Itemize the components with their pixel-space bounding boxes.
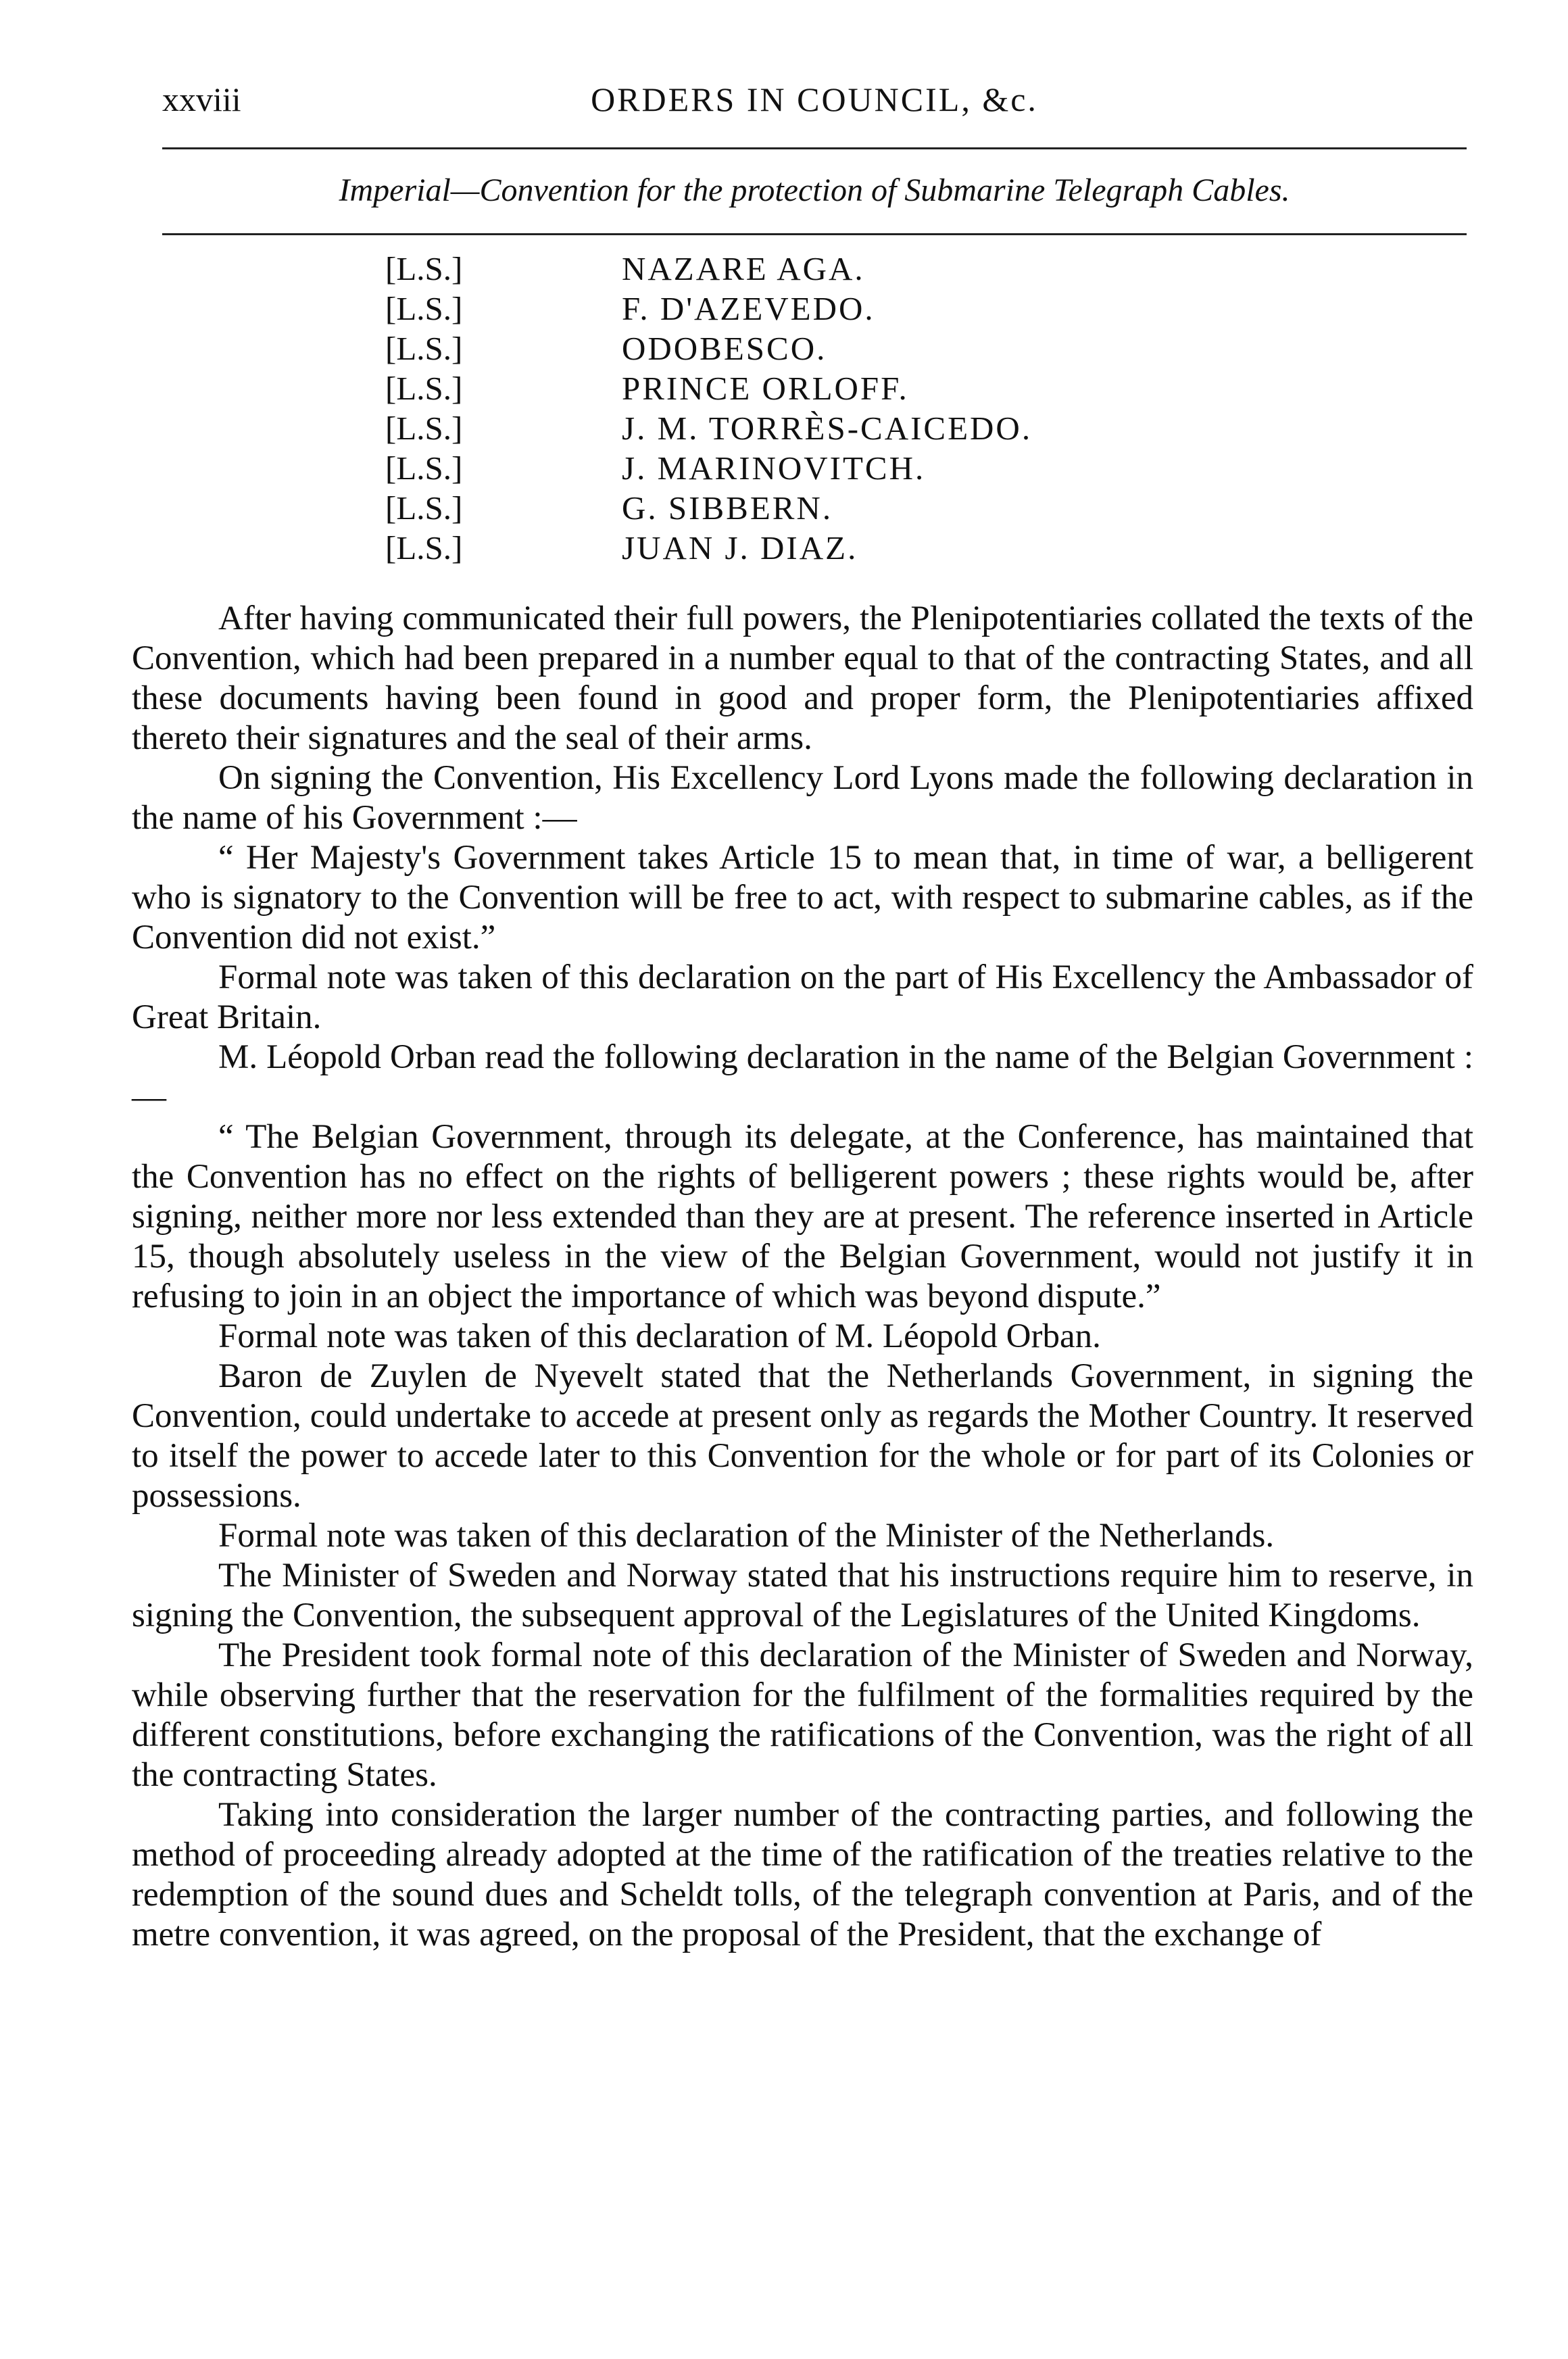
signatory-name: J. MARINOVITCH. xyxy=(622,449,926,487)
paragraph-belgian-note: Formal note was taken of this declaration of M. Léopold Orban. xyxy=(218,1317,1101,1355)
paragraph-sweden-norway: The Minister of Sweden and Norway stated that his instructions require him to reserve, in signing the Convention, the subsequent approval of the Legislatures of the United Kingdoms. xyxy=(132,1557,1473,1634)
running-head xyxy=(162,76,1467,123)
running-title: ORDERS IN COUNCIL, &c. xyxy=(591,80,1038,118)
body-text xyxy=(132,599,1473,1955)
seal-mark: [L.S.] xyxy=(385,250,463,287)
signatory-row xyxy=(385,249,1399,289)
signatory-row xyxy=(385,528,1399,568)
signatory-row xyxy=(385,329,1399,368)
seal-mark: [L.S.] xyxy=(385,330,463,367)
signatory-row xyxy=(385,488,1399,528)
bottom-rule xyxy=(162,233,1467,235)
signatory-name: NAZARE AGA. xyxy=(622,250,865,287)
signatory-name: PRINCE ORLOFF. xyxy=(622,370,909,407)
paragraph-netherlands-note: Formal note was taken of this declaration of the Minister of the Netherlands. xyxy=(218,1517,1275,1555)
paragraph-president-note: The President took formal note of this declaration of the Minister of Sweden and Norway, while observing further that the reservation for the fulfilment of the formalities required by the different constitutions, before exchanging the ratifications of the Convention, was the right of all the contracting States. xyxy=(132,1636,1473,1794)
paragraph-lord-lyons: On signing the Convention, His Excellency Lord Lyons made the following declaration in the name of his Government :— xyxy=(132,759,1473,837)
seal-mark: [L.S.] xyxy=(385,290,463,327)
paragraph-collation: After having communicated their full powers, the Plenipotentiaries collated the texts of the Convention, which had been prepared in a number equal to that of the contracting States, and all these documents having been found in good and proper form, the Plenipotentiaries affixed thereto their signatures and the seal of their arms. xyxy=(132,600,1473,757)
top-rule xyxy=(162,147,1467,149)
signatory-name: F. D'AZEVEDO. xyxy=(622,290,875,327)
signatory-name: J. M. TORRÈS-CAICEDO. xyxy=(622,410,1033,447)
signatory-name: G. SIBBERN. xyxy=(622,489,833,527)
signatory-row xyxy=(385,368,1399,408)
paragraph-orban: M. Léopold Orban read the following declaration in the name of the Belgian Government :— xyxy=(132,1038,1473,1116)
paragraph-british-note: Formal note was taken of this declaration on the part of His Excellency the Ambassador of Great Britain. xyxy=(132,958,1473,1036)
signatory-name: JUAN J. DIAZ. xyxy=(622,529,858,566)
seal-mark: [L.S.] xyxy=(385,410,463,447)
paragraph-netherlands: Baron de Zuylen de Nyevelt stated that the Netherlands Government, in signing the Convention, could undertake to accede at present only as regards the Mother Country. It reserved to itself the power to accede later to this Convention for the whole or for part of its Colonies or possessions. xyxy=(132,1357,1473,1515)
paragraph-exchange: Taking into consideration the larger number of the contracting parties, and following the method of proceeding already adopted at the time of the ratification of the treaties relative to the redemption of the sound dues and Scheldt tolls, of the telegraph convention at Paris, and of the metre convention, it was agreed, on the proposal of the President, that the exchange of xyxy=(132,1796,1473,1953)
signatory-name: ODOBESCO. xyxy=(622,330,827,367)
signatory-row xyxy=(385,289,1399,329)
page-number: xxviii xyxy=(162,80,241,118)
seal-mark: [L.S.] xyxy=(385,449,463,487)
paragraph-british-declaration: “ Her Majesty's Government takes Article 15 to mean that, in time of war, a belligerent who is signatory to the Convention will be free to act, with respect to submarine cables, as if the Convention did not exist.” xyxy=(132,839,1473,956)
signatory-list xyxy=(385,249,1399,568)
section-heading: Imperial—Convention for the protection of Submarine Telegraph Cables. xyxy=(339,172,1290,208)
signatory-row xyxy=(385,408,1399,448)
seal-mark: [L.S.] xyxy=(385,370,463,407)
seal-mark: [L.S.] xyxy=(385,529,463,566)
paragraph-belgian-declaration: “ The Belgian Government, through its delegate, at the Conference, has maintained that the Convention has no effect on the rights of belligerent powers ; these rights would be, after signing, neither more nor less extended than they are at present. The reference inserted in Article 15, though absolutely useless in the view of the Belgian Government, would not justify it in refusing to join in an object the importance of which was beyond dispute.” xyxy=(132,1118,1473,1315)
seal-mark: [L.S.] xyxy=(385,489,463,527)
signatory-row xyxy=(385,448,1399,488)
